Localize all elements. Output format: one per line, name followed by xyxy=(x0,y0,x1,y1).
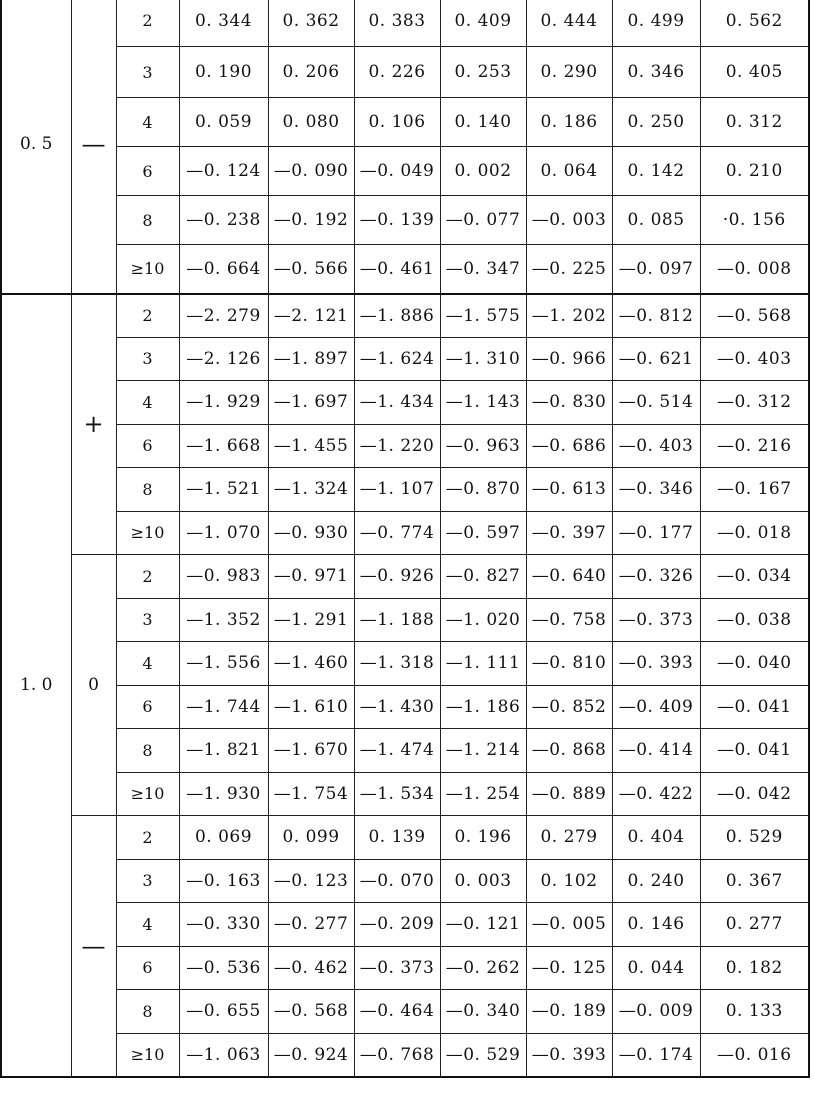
value-cell: —0. 403 xyxy=(700,337,809,381)
row-key: 4 xyxy=(116,98,179,147)
value-cell: —0. 373 xyxy=(612,598,700,642)
row-key: 6 xyxy=(116,685,179,729)
value-cell: —0. 930 xyxy=(268,511,354,555)
value-cell: —0. 566 xyxy=(268,245,354,294)
value-cell: —1. 107 xyxy=(354,468,440,512)
value-cell: —0. 177 xyxy=(612,511,700,555)
value-cell: 0. 362 xyxy=(268,0,354,47)
row-key: ≥10 xyxy=(116,511,179,555)
table-row xyxy=(1,424,809,468)
table-row xyxy=(1,685,809,729)
value-cell: 0. 003 xyxy=(440,859,526,903)
value-cell: —1. 324 xyxy=(268,468,354,512)
value-cell: —0. 038 xyxy=(700,598,809,642)
value-cell: —0. 889 xyxy=(526,772,612,816)
group-label: 1. 0 xyxy=(1,294,71,1077)
row-key: 3 xyxy=(116,47,179,98)
value-cell: —1. 291 xyxy=(268,598,354,642)
table-row xyxy=(1,816,809,860)
value-cell: 0. 404 xyxy=(612,816,700,860)
value-cell: —0. 097 xyxy=(612,245,700,294)
value-cell: 0. 279 xyxy=(526,816,612,860)
value-cell: —0. 409 xyxy=(612,685,700,729)
value-cell: —0. 009 xyxy=(612,990,700,1034)
value-cell: —0. 758 xyxy=(526,598,612,642)
value-cell: 0. 190 xyxy=(179,47,268,98)
value-cell: —0. 125 xyxy=(526,946,612,990)
value-cell: 0. 142 xyxy=(612,147,700,196)
value-cell: —0. 049 xyxy=(354,147,440,196)
value-cell: 0. 240 xyxy=(612,859,700,903)
value-cell: 0. 499 xyxy=(612,0,700,47)
value-cell: —0. 040 xyxy=(700,642,809,686)
row-key: 8 xyxy=(116,196,179,245)
value-cell: —0. 810 xyxy=(526,642,612,686)
table-row xyxy=(1,729,809,773)
value-cell: —0. 192 xyxy=(268,196,354,245)
value-cell: —0. 123 xyxy=(268,859,354,903)
value-cell: —0. 330 xyxy=(179,903,268,947)
value-cell: —0. 347 xyxy=(440,245,526,294)
value-cell: —0. 189 xyxy=(526,990,612,1034)
value-cell: 0. 064 xyxy=(526,147,612,196)
value-cell: 0. 099 xyxy=(268,816,354,860)
value-cell: —0. 340 xyxy=(440,990,526,1034)
value-cell: —1. 352 xyxy=(179,598,268,642)
value-cell: —0. 422 xyxy=(612,772,700,816)
value-cell: —0. 464 xyxy=(354,990,440,1034)
table-row xyxy=(1,245,809,294)
value-cell: —2. 126 xyxy=(179,337,268,381)
table-row xyxy=(1,859,809,903)
value-cell: 0. 182 xyxy=(700,946,809,990)
value-cell: —1. 744 xyxy=(179,685,268,729)
table-row xyxy=(1,98,809,147)
row-key: 2 xyxy=(116,816,179,860)
value-cell: —0. 262 xyxy=(440,946,526,990)
table-row xyxy=(1,47,809,98)
value-cell: —0. 209 xyxy=(354,903,440,947)
value-cell: —0. 613 xyxy=(526,468,612,512)
value-cell: —1. 434 xyxy=(354,381,440,425)
value-cell: —1. 318 xyxy=(354,642,440,686)
value-cell: —0. 461 xyxy=(354,245,440,294)
value-cell: 0. 444 xyxy=(526,0,612,47)
table-row xyxy=(1,598,809,642)
value-cell: —1. 754 xyxy=(268,772,354,816)
table-row xyxy=(1,555,809,599)
value-cell: —0. 393 xyxy=(526,1033,612,1077)
row-key: 6 xyxy=(116,946,179,990)
value-cell: 0. 277 xyxy=(700,903,809,947)
row-key: 6 xyxy=(116,147,179,196)
value-cell: —0. 225 xyxy=(526,245,612,294)
value-cell: —1. 310 xyxy=(440,337,526,381)
value-cell: —2. 121 xyxy=(268,294,354,338)
sign-label: 0 xyxy=(71,555,116,816)
value-cell: —0. 346 xyxy=(612,468,700,512)
table-row xyxy=(1,903,809,947)
value-cell: —1. 111 xyxy=(440,642,526,686)
sign-label: — xyxy=(71,0,116,294)
row-key: 6 xyxy=(116,424,179,468)
table-row xyxy=(1,147,809,196)
value-cell: —1. 186 xyxy=(440,685,526,729)
value-cell: —0. 768 xyxy=(354,1033,440,1077)
table-row xyxy=(1,772,809,816)
value-cell: —0. 597 xyxy=(440,511,526,555)
value-cell: —0. 312 xyxy=(700,381,809,425)
value-cell: —0. 868 xyxy=(526,729,612,773)
value-cell: —0. 042 xyxy=(700,772,809,816)
value-cell: —1. 220 xyxy=(354,424,440,468)
value-cell: 0. 405 xyxy=(700,47,809,98)
value-cell: —1. 575 xyxy=(440,294,526,338)
value-cell: —1. 474 xyxy=(354,729,440,773)
table-row xyxy=(1,381,809,425)
value-cell: —1. 670 xyxy=(268,729,354,773)
value-cell: —0. 640 xyxy=(526,555,612,599)
group-label: 0. 5 xyxy=(1,0,71,294)
value-cell: —0. 034 xyxy=(700,555,809,599)
table-row xyxy=(1,294,809,338)
row-key: 8 xyxy=(116,729,179,773)
value-cell: —0. 983 xyxy=(179,555,268,599)
value-cell: 0. 186 xyxy=(526,98,612,147)
value-cell: —1. 556 xyxy=(179,642,268,686)
row-key: ≥10 xyxy=(116,1033,179,1077)
value-cell: —1. 668 xyxy=(179,424,268,468)
value-cell: —0. 926 xyxy=(354,555,440,599)
value-cell: —0. 373 xyxy=(354,946,440,990)
value-cell: —1. 143 xyxy=(440,381,526,425)
value-cell: —1. 070 xyxy=(179,511,268,555)
sign-label: — xyxy=(71,816,116,1077)
value-cell: 0. 002 xyxy=(440,147,526,196)
value-cell: —0. 830 xyxy=(526,381,612,425)
value-cell: —0. 870 xyxy=(440,468,526,512)
row-key: 8 xyxy=(116,990,179,1034)
value-cell: —1. 610 xyxy=(268,685,354,729)
value-cell: —0. 966 xyxy=(526,337,612,381)
value-cell: —0. 090 xyxy=(268,147,354,196)
value-cell: —1. 460 xyxy=(268,642,354,686)
row-key: 3 xyxy=(116,598,179,642)
value-cell: —0. 041 xyxy=(700,729,809,773)
value-cell: 0. 080 xyxy=(268,98,354,147)
value-cell: —0. 827 xyxy=(440,555,526,599)
value-cell: —1. 697 xyxy=(268,381,354,425)
value-cell: 0. 312 xyxy=(700,98,809,147)
value-cell: —1. 455 xyxy=(268,424,354,468)
value-cell: 0. 069 xyxy=(179,816,268,860)
row-key: 4 xyxy=(116,903,179,947)
value-cell: —0. 070 xyxy=(354,859,440,903)
value-cell: 0. 253 xyxy=(440,47,526,98)
table-row xyxy=(1,337,809,381)
value-cell: 0. 085 xyxy=(612,196,700,245)
value-cell: —0. 005 xyxy=(526,903,612,947)
value-cell: —0. 514 xyxy=(612,381,700,425)
value-cell: 0. 346 xyxy=(612,47,700,98)
value-cell: —0. 462 xyxy=(268,946,354,990)
value-cell: —1. 821 xyxy=(179,729,268,773)
value-cell: —0. 924 xyxy=(268,1033,354,1077)
value-cell: —1. 202 xyxy=(526,294,612,338)
value-cell: —0. 003 xyxy=(526,196,612,245)
row-key: ≥10 xyxy=(116,772,179,816)
value-cell: 0. 562 xyxy=(700,0,809,47)
value-cell: 0. 206 xyxy=(268,47,354,98)
value-cell: —1. 020 xyxy=(440,598,526,642)
value-cell: —0. 326 xyxy=(612,555,700,599)
value-cell: —0. 529 xyxy=(440,1033,526,1077)
value-cell: —1. 063 xyxy=(179,1033,268,1077)
value-cell: —1. 521 xyxy=(179,468,268,512)
value-cell: —0. 277 xyxy=(268,903,354,947)
value-cell: —0. 812 xyxy=(612,294,700,338)
table-row xyxy=(1,196,809,245)
value-cell: —0. 393 xyxy=(612,642,700,686)
value-cell: 0. 409 xyxy=(440,0,526,47)
value-cell: —1. 254 xyxy=(440,772,526,816)
row-key: ≥10 xyxy=(116,245,179,294)
row-key: 4 xyxy=(116,381,179,425)
value-cell: —1. 930 xyxy=(179,772,268,816)
value-cell: —0. 536 xyxy=(179,946,268,990)
value-cell: 0. 044 xyxy=(612,946,700,990)
value-cell: 0. 210 xyxy=(700,147,809,196)
value-cell: —0. 016 xyxy=(700,1033,809,1077)
value-cell: 0. 529 xyxy=(700,816,809,860)
value-cell: —0. 163 xyxy=(179,859,268,903)
value-cell: 0. 059 xyxy=(179,98,268,147)
value-cell: 0. 367 xyxy=(700,859,809,903)
value-cell: 0. 226 xyxy=(354,47,440,98)
value-cell: —1. 214 xyxy=(440,729,526,773)
value-cell: 0. 102 xyxy=(526,859,612,903)
value-cell: —1. 624 xyxy=(354,337,440,381)
value-cell: —0. 963 xyxy=(440,424,526,468)
value-cell: —0. 621 xyxy=(612,337,700,381)
value-cell: 0. 106 xyxy=(354,98,440,147)
value-cell: 0. 250 xyxy=(612,98,700,147)
value-cell: —0. 124 xyxy=(179,147,268,196)
value-cell: —0. 174 xyxy=(612,1033,700,1077)
value-cell: —0. 664 xyxy=(179,245,268,294)
value-cell: —0. 397 xyxy=(526,511,612,555)
value-cell: ·0. 156 xyxy=(700,196,809,245)
value-cell: —0. 403 xyxy=(612,424,700,468)
value-cell: —0. 216 xyxy=(700,424,809,468)
value-cell: —0. 852 xyxy=(526,685,612,729)
value-cell: —0. 655 xyxy=(179,990,268,1034)
value-cell: —2. 279 xyxy=(179,294,268,338)
table-row xyxy=(1,468,809,512)
value-cell: —0. 238 xyxy=(179,196,268,245)
row-key: 8 xyxy=(116,468,179,512)
value-cell: —0. 414 xyxy=(612,729,700,773)
row-key: 3 xyxy=(116,859,179,903)
value-cell: 0. 344 xyxy=(179,0,268,47)
value-cell: —0. 041 xyxy=(700,685,809,729)
value-cell: 0. 290 xyxy=(526,47,612,98)
sign-label: + xyxy=(71,294,116,555)
value-cell: —0. 139 xyxy=(354,196,440,245)
row-key: 3 xyxy=(116,337,179,381)
value-cell: 0. 196 xyxy=(440,816,526,860)
value-cell: —1. 188 xyxy=(354,598,440,642)
value-cell: —0. 008 xyxy=(700,245,809,294)
table-row xyxy=(1,1033,809,1077)
value-cell: 0. 383 xyxy=(354,0,440,47)
table-row xyxy=(1,511,809,555)
row-key: 4 xyxy=(116,642,179,686)
value-cell: —0. 167 xyxy=(700,468,809,512)
value-cell: —0. 568 xyxy=(700,294,809,338)
value-cell: 0. 140 xyxy=(440,98,526,147)
value-cell: —0. 686 xyxy=(526,424,612,468)
table-row xyxy=(1,946,809,990)
value-cell: —0. 018 xyxy=(700,511,809,555)
value-cell: 0. 133 xyxy=(700,990,809,1034)
value-cell: —1. 886 xyxy=(354,294,440,338)
value-cell: —0. 077 xyxy=(440,196,526,245)
value-cell: 0. 146 xyxy=(612,903,700,947)
value-cell: —0. 121 xyxy=(440,903,526,947)
row-key: 2 xyxy=(116,0,179,47)
value-cell: —1. 430 xyxy=(354,685,440,729)
value-cell: —0. 971 xyxy=(268,555,354,599)
value-cell: —1. 534 xyxy=(354,772,440,816)
value-cell: 0. 139 xyxy=(354,816,440,860)
row-key: 2 xyxy=(116,555,179,599)
value-cell: —0. 568 xyxy=(268,990,354,1034)
row-key: 2 xyxy=(116,294,179,338)
value-cell: —1. 929 xyxy=(179,381,268,425)
table-row xyxy=(1,990,809,1034)
table-row xyxy=(1,0,809,47)
value-cell: —1. 897 xyxy=(268,337,354,381)
value-cell: —0. 774 xyxy=(354,511,440,555)
table-row xyxy=(1,642,809,686)
